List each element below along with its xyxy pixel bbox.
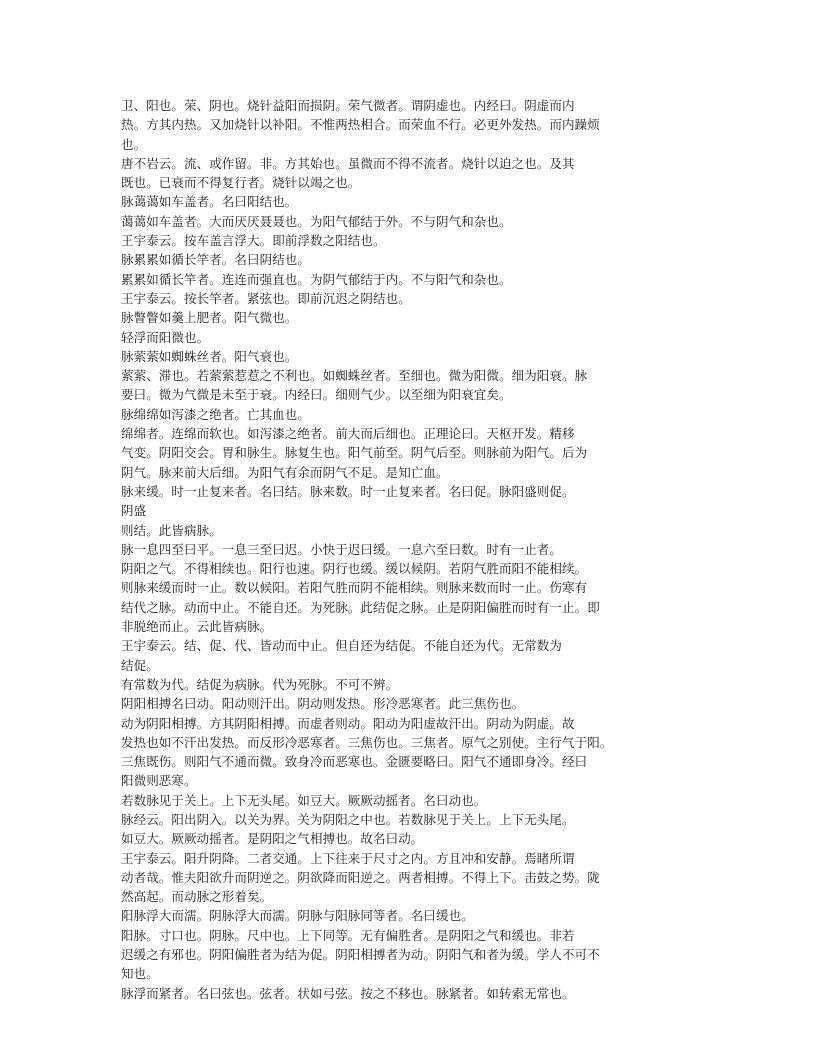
text-line: 王宇泰云。阳升阴降。二者交通。上下往来于尺寸之内。方且冲和安静。焉睹所谓	[121, 850, 575, 866]
text-line: 阳脉。寸口也。阴脉。尺中也。上下同等。无有偏胜者。是阴阳之气和缓也。非若	[121, 927, 575, 943]
text-line: 卫、阳也。荣、阴也。烧针益阳而损阴。荣气微者。谓阴虚也。内经曰。阴虚而内	[121, 98, 575, 113]
text-line: 然高起。而动脉之形着矣。	[121, 889, 273, 905]
text-line: 非脱绝而止。云此皆病脉。	[121, 619, 273, 635]
text-line: 累累如循长竿者。连连而强直也。为阴气郁结于内。不与阳气和杂也。	[121, 271, 512, 287]
text-line: 阴盛	[121, 503, 147, 519]
text-line: 气变。阴阳交会。胃和脉生。脉复生也。阳气前至。阴气后至。则脉前为阳气。后为	[121, 445, 588, 461]
document-page	[121, 96, 681, 1003]
text-line: 动者哉。惟夫阳欲升而阴逆之。阴欲降而阳逆之。两者相搏。不得上下。击鼓之势。陇	[121, 869, 600, 885]
text-line: 王宇泰云。按长竿者。紧弦也。即前沉迟之阴结也。	[121, 290, 411, 306]
text-line: 蔼蔼如车盖者。大而厌厌聂聂也。为阳气郁结于外。不与阴气和杂也。	[121, 213, 512, 229]
text-line: 脉累累如循长竿者。名曰阴结也。	[121, 252, 311, 268]
text-line: 知也。	[121, 966, 159, 982]
text-line: 脉浮而紧者。名曰弦也。弦者。状如弓弦。按之不移也。脉紧者。如转索无常也。	[121, 985, 575, 1001]
text-line: 则脉来缓而时一止。数以候阳。若阳气胜而阴不能相续。则脉来数而时一止。伤寒有	[121, 580, 588, 596]
text-line: 脉萦萦如蜘蛛丝者。阳气衰也。	[121, 348, 298, 364]
text-line: 唐不岩云。流、或作留。非。方其始也。虽微而不得不流者。烧针以迫之也。及其	[121, 155, 575, 171]
text-line: 动为阴阳相搏。方其阴阳相搏。而虚者则动。阳动为阳虚故汗出。阴动为阴虚。故	[121, 715, 575, 731]
text-line: 既也。已衰而不得复行者。烧针以竭之也。	[121, 175, 361, 191]
text-line: 绵绵者。连绵而软也。如泻漆之绝者。前大而后细也。正理论曰。天枢开发。精移	[121, 426, 575, 442]
text-line: 脉一息四至曰平。一息三至曰迟。小快于迟曰缓。一息六至曰数。时有一止者。	[121, 541, 563, 557]
text-line: 阴气。脉来前大后细。为阳气有余而阴气不足。是知亡血。	[121, 464, 449, 480]
text-line: 脉蔼蔼如车盖者。名曰阳结也。	[121, 194, 298, 210]
text-line: 结促。	[121, 657, 159, 673]
text-line: 若数脉见于关上。上下无头尾。如豆大。厥厥动摇者。名曰动也。	[121, 792, 487, 808]
text-line: 则结。此皆病脉。	[121, 522, 222, 538]
text-line: 轻浮而阳微也。	[121, 329, 210, 345]
text-line: 迟缓之有邪也。阴阳偏胜者为结为促。阴阳相搏者为动。阴阳气和者为缓。学人不可不	[121, 947, 600, 963]
text-line: 有常数为代。结促为病脉。代为死脉。不可不辨。	[121, 676, 399, 692]
text-line: 阳脉浮大而濡。阴脉浮大而濡。阴脉与阳脉同等者。名曰缓也。	[121, 908, 474, 924]
text-line: 脉经云。阳出阴入。以关为界。关为阴阳之中也。若数脉见于关上。上下无头尾。	[121, 811, 575, 827]
text-line: 萦萦、滞也。若萦萦惹惹之不利也。如蜘蛛丝者。至细也。微为阳微。细为阳衰。脉	[121, 368, 588, 384]
text-line: 王宇泰云。按车盖言浮大。即前浮数之阳结也。	[121, 233, 386, 249]
text-line: 要曰。微为气微是未至于衰。内经曰。细则气少。以至细为阳衰宜矣。	[121, 387, 512, 403]
text-line: 脉来缓。时一止复来者。名曰结。脉来数。时一止复来者。名曰促。脉阳盛则促。	[121, 483, 575, 499]
text-line: 也。	[121, 136, 147, 152]
text-line: 王宇泰云。结、促、代、皆动而中止。但自还为结促。不能自还为代。无常数为	[121, 638, 563, 654]
text-line: 阳微则恶寒。	[121, 773, 197, 789]
text-line: 结代之脉。动而中止。不能自还。为死脉。此结促之脉。止是阴阳偏胜而时有一止。即	[121, 599, 600, 615]
text-line: 阴阳之气。不得相续也。阳行也速。阴行也缓。缓以候阴。若阴气胜而阳不能相续。	[121, 561, 588, 577]
text-line: 发热也如不汗出发热。而反形冷恶寒者。三焦伤也。三焦者。原气之别使。主行气于阳。	[121, 734, 613, 750]
text-line: 三焦既伤。则阳气不通而微。致身冷而恶寒也。金匮要略曰。阳气不通即身冷。经曰	[121, 754, 588, 770]
text-line: 如豆大。厥厥动摇者。是阴阳之气相搏也。故名曰动。	[121, 831, 424, 847]
text-line: 脉瞥瞥如羹上肥者。阳气微也。	[121, 310, 298, 326]
text-line: 阴阳相搏名曰动。阳动则汗出。阴动则发热。形冷恶寒者。此三焦伤也。	[121, 696, 525, 712]
text-line: 脉绵绵如泻漆之绝者。亡其血也。	[121, 406, 311, 422]
text-line: 热。方其内热。又加烧针以补阳。不惟两热相合。而荣血不行。必更外发热。而内躁烦	[121, 117, 600, 133]
